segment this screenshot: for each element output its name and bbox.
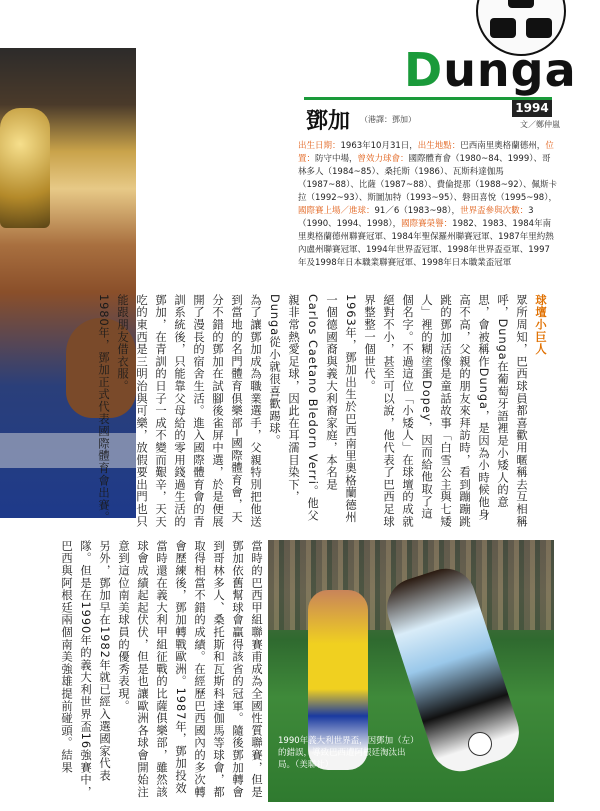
article-text-upper [97, 294, 550, 530]
world-cup-trophy [0, 108, 50, 228]
year-badge: 1994 [512, 100, 552, 117]
photo-caption: 1990年義大利世界盃，因鄧加（左）的錯誤，導致巴西遭阿根廷淘汰出局。（美聯社） [278, 736, 415, 770]
football [468, 732, 492, 756]
author-credit: 文／鄭仲嵐 [520, 120, 560, 129]
player-alias: （港譯：鄧加） [360, 115, 416, 124]
jersey-highlight [0, 433, 136, 468]
player-photo-trophy [0, 48, 136, 518]
article-paragraph: 1980年，鄧加正式代表國際體育會出賽。 [97, 294, 110, 524]
article-paragraph: 當時的巴西甲組聯賽甫成為全國性質聯賽，但是鄧加依舊幫球會贏得該省的冠軍。隨後鄧加轉會到哥林多人、桑托斯和瓦斯科達伽馬等球會，都取得相當不錯的成績。在經歷巴西國內的多次轉會歷練後，鄧加轉戰歐洲。1987年，鄧加投效當時還在義大利甲組征戰的比薩俱樂部，雖然該球會成績起起伏伏，但是也讓歐洲各球會開始注意到這位南美球員的優秀表現。 [117, 540, 263, 799]
article-paragraph: 另外，鄧加早在1982年就已經入選國家代表隊。但是在1990年的義大利世界盃16強賽中，巴西與阿根廷兩個南美強雄提前碰頭。結果 [60, 540, 111, 799]
article-paragraph: 1963年，鄧加出生於巴西南里奧格蘭德州一個德國裔與義大利裔家庭，本名是Carlos Caetano Bledorn Verri。他父親非常熱愛足球，因此在耳濡目染下，Dunga從小就很喜歡踢球。 [268, 294, 357, 524]
player-profile: 出生日期：1963年10月31日，出生地點：巴西南里奧格蘭德州，位置：防守中場，曾效力球會：國際體育會（1980~84、1999）、哥林多人（1984~85）、桑托斯（1986）、瓦斯科達伽馬（1987~88）、比薩（1987~88）、費倫提那（1988~92）、佩斯卡拉（1992~93）、斯圖加特（1993~95）、磐田喜悅（1995~98），國際賽上場／進球：91／6（1983~98），世界盃參與次數：3（1990、1994、1998），國際賽榮譽：1982、1983、1984年南里奧格蘭德州聯賽冠軍、1984年聖保羅州聯賽冠軍、1987年里約熱內盧州聯賽冠軍、1994年世界盃冠軍、1998年世界盃亞軍、1997年及1998年日本職業聯賽冠軍、1998年日本職業盃冠軍 [298, 141, 557, 268]
page-title: Dunga [404, 43, 577, 97]
article-heading: 球壇小巨人 [534, 294, 547, 356]
article-text-lower [14, 540, 266, 802]
article-paragraph: 為了讓鄧加成為職業選手，父親特別把他送到當地的名門體育俱樂部─國際體育會，天分不錯的鄧加在試腳後雀屏中選，於是便展開了漫長的宿舍生活。進入國際體育會的青訓系統後，只能靠父母給的零用錢過生活的鄧加，在青訓的日子一成不變而艱辛，天天吃的東西是三明治與可樂，放假要出門也只能跟朋友借衣服。 [116, 294, 262, 528]
player-name: 鄧加 [306, 108, 351, 134]
article-paragraph: 眾所周知，巴西球員都喜歡用暱稱去互相稱呼，Dunga在葡萄牙語裡是小矮人的意思，會被稱作Dunga，是因為小時候他身高不高，父親的朋友來拜訪時，看到蹦蹦跳跳的鄧加活像是童話故事「白雪公主與七矮人」裡的糊塗蛋Dopey，因而給他取了這個名字。不過這位「小矮人」在球壇的成就絕對不小，甚至可以說，他代表了巴西足球界整整一個世代。 [363, 294, 528, 528]
